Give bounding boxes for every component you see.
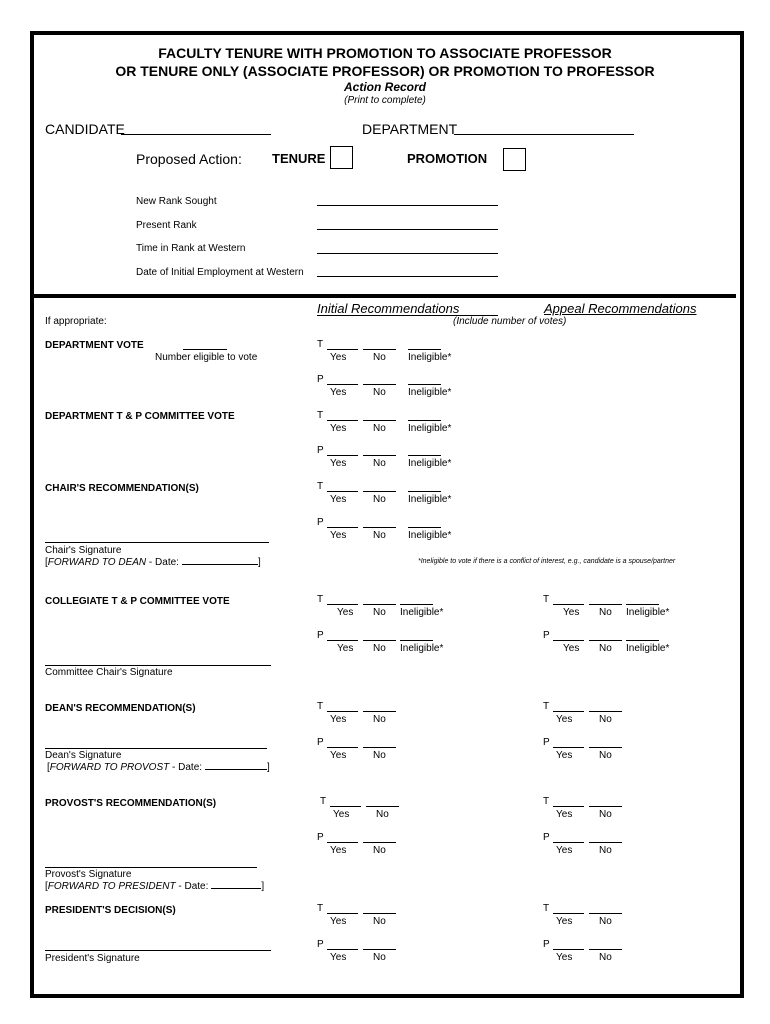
chair-p-prefix: P — [317, 517, 324, 528]
coll-appeal-t-ineligible-field[interactable] — [626, 604, 659, 605]
chair-p-ineligible-label: Ineligible* — [408, 530, 452, 541]
president-date-field[interactable] — [211, 888, 261, 889]
forward-date-label: - Date: — [178, 881, 209, 892]
coll-appeal-t-ineligible-label: Ineligible* — [626, 607, 670, 618]
bracket-close: ] — [257, 557, 261, 568]
chair-t-no-label: No — [373, 494, 386, 505]
department-vote-label: DEPARTMENT VOTE — [45, 340, 144, 351]
dept-committee-label: DEPARTMENT T & P COMMITTEE VOTE — [45, 411, 235, 422]
provost-appeal-p-yes-field[interactable] — [553, 842, 584, 843]
president-p-prefix: P — [317, 939, 324, 950]
coll-p-prefix: P — [317, 630, 324, 641]
president-appeal-p-yes-field[interactable] — [553, 949, 584, 950]
forward-to-dean — [45, 557, 261, 568]
president-appeal-t-yes-label: Yes — [556, 916, 573, 927]
present-rank-field[interactable] — [317, 229, 498, 230]
provost-p-yes-field[interactable] — [327, 842, 358, 843]
chair-signature-line[interactable] — [45, 542, 269, 543]
if-appropriate-label: If appropriate: — [45, 316, 107, 327]
promotion-checkbox[interactable] — [503, 148, 526, 171]
president-appeal-t-no-label: No — [599, 916, 612, 927]
dean-t-yes-label: Yes — [330, 714, 347, 725]
president-t-no-label: No — [373, 916, 386, 927]
deptcomm-p-no-label: No — [373, 458, 386, 469]
provost-t-yes-label: Yes — [333, 809, 350, 820]
chair-t-ineligible-label: Ineligible* — [408, 494, 452, 505]
dean-t-prefix: T — [317, 701, 324, 712]
deptcomm-t-ineligible-field[interactable] — [408, 420, 441, 421]
provost-appeal-t-yes-label: Yes — [556, 809, 573, 820]
provost-t-no-field[interactable] — [366, 806, 399, 807]
committee-chair-signature-line[interactable] — [45, 665, 271, 666]
bracket-close: ] — [267, 762, 270, 773]
provost-p-prefix: P — [317, 832, 324, 843]
forward-to-dean-text: FORWARD TO DEAN — [47, 557, 147, 568]
dept-t-ineligible-label: Ineligible* — [408, 352, 452, 363]
initial-employment-field[interactable] — [317, 276, 498, 277]
deptcomm-t-no-field[interactable] — [363, 420, 396, 421]
coll-t-ineligible-label: Ineligible* — [400, 607, 444, 618]
coll-p-no-label: No — [373, 643, 386, 654]
coll-p-no-field[interactable] — [363, 640, 396, 641]
deptcomm-p-no-field[interactable] — [363, 455, 396, 456]
include-votes-note: (Include number of votes) — [453, 316, 567, 327]
deptcomm-t-no-label: No — [373, 423, 386, 434]
candidate-field[interactable] — [121, 134, 271, 135]
dean-appeal-t-yes-field[interactable] — [553, 711, 584, 712]
chair-p-yes-label: Yes — [330, 530, 347, 541]
bracket-close: ] — [261, 881, 265, 892]
dept-t-yes-label: Yes — [330, 352, 347, 363]
deptcomm-p-yes-label: Yes — [330, 458, 347, 469]
president-appeal-p-no-label: No — [599, 952, 612, 963]
dean-appeal-t-no-label: No — [599, 714, 612, 725]
president-appeal-p-yes-label: Yes — [556, 952, 573, 963]
provost-appeal-t-no-label: No — [599, 809, 612, 820]
provost-appeal-p-prefix: P — [543, 832, 550, 843]
provost-p-no-label: No — [373, 845, 386, 856]
dean-signature-label: Dean's Signature — [45, 750, 122, 761]
president-p-no-label: No — [373, 952, 386, 963]
dept-t-prefix: T — [317, 339, 324, 350]
field-label-time-in-rank: Time in Rank at Western — [136, 243, 246, 254]
dept-p-ineligible-label: Ineligible* — [408, 387, 452, 398]
president-p-yes-field[interactable] — [327, 949, 358, 950]
president-appeal-t-prefix: T — [543, 903, 550, 914]
chair-p-ineligible-field[interactable] — [408, 527, 441, 528]
number-eligible-label: Number eligible to vote — [155, 352, 258, 363]
title-line-1: FACULTY TENURE WITH PROMOTION TO ASSOCIATE PROFESSOR — [158, 45, 612, 61]
ineligible-footnote: *Ineligible to vote if there is a conflict of interest, e.g., candidate is a spouse/partner — [418, 558, 676, 565]
chair-t-prefix: T — [317, 481, 324, 492]
chair-p-no-label: No — [373, 530, 386, 541]
dean-appeal-t-yes-label: Yes — [556, 714, 573, 725]
provost-p-yes-label: Yes — [330, 845, 347, 856]
dept-t-yes-field[interactable] — [327, 349, 358, 350]
coll-appeal-p-yes-label: Yes — [563, 643, 580, 654]
form-subtitle: Action Record — [343, 80, 426, 94]
dean-appeal-p-no-label: No — [599, 750, 612, 761]
provost-signature-label: Provost's Signature — [45, 869, 132, 880]
provost-appeal-p-yes-label: Yes — [556, 845, 573, 856]
provost-recommendation-label: PROVOST'S RECOMMENDATION(S) — [45, 798, 217, 809]
provost-appeal-t-no-field[interactable] — [589, 806, 622, 807]
dean-appeal-p-yes-field[interactable] — [553, 747, 584, 748]
new-rank-field[interactable] — [317, 205, 498, 206]
coll-appeal-t-prefix: T — [543, 594, 550, 605]
president-appeal-p-prefix: P — [543, 939, 550, 950]
deptcomm-t-ineligible-label: Ineligible* — [408, 423, 452, 434]
promotion-label: PROMOTION — [407, 151, 488, 166]
coll-p-ineligible-label: Ineligible* — [400, 643, 444, 654]
dean-p-yes-field[interactable] — [327, 747, 358, 748]
print-note: (Print to complete) — [344, 95, 426, 106]
chair-t-no-field[interactable] — [363, 491, 396, 492]
number-eligible-field[interactable] — [183, 349, 227, 350]
provost-t-no-label: No — [376, 809, 389, 820]
bracket-open: [ — [45, 881, 48, 892]
bracket-open: [ — [45, 557, 48, 568]
dept-t-no-label: No — [373, 352, 386, 363]
coll-appeal-p-no-label: No — [599, 643, 612, 654]
field-label-new-rank: New Rank Sought — [136, 196, 217, 207]
coll-t-yes-label: Yes — [337, 607, 354, 618]
chair-signature-label: Chair's Signature — [45, 545, 122, 556]
president-t-prefix: T — [317, 903, 324, 914]
chair-p-no-field[interactable] — [363, 527, 396, 528]
dept-t-ineligible-field[interactable] — [408, 349, 441, 350]
dept-p-yes-field[interactable] — [327, 384, 358, 385]
collegiate-committee-label: COLLEGIATE T & P COMMITTEE VOTE — [45, 596, 230, 607]
dean-appeal-p-yes-label: Yes — [556, 750, 573, 761]
chair-recommendation-label: CHAIR'S RECOMMENDATION(S) — [45, 483, 199, 494]
provost-appeal-p-no-label: No — [599, 845, 612, 856]
coll-p-yes-field[interactable] — [327, 640, 358, 641]
department-label: DEPARTMENT — [362, 121, 458, 137]
time-in-rank-field[interactable] — [317, 253, 498, 254]
dean-signature-line[interactable] — [45, 748, 267, 749]
appeal-recommendations-header: Appeal Recommendations — [544, 301, 697, 316]
department-field[interactable] — [454, 134, 634, 135]
coll-appeal-t-no-field[interactable] — [589, 604, 622, 605]
provost-signature-line[interactable] — [45, 867, 257, 868]
field-label-present-rank: Present Rank — [136, 220, 197, 231]
president-decision-label: PRESIDENT'S DECISION(S) — [45, 905, 176, 916]
forward-to-provost-text: FORWARD TO PROVOST — [49, 762, 170, 773]
dean-appeal-t-no-field[interactable] — [589, 711, 622, 712]
president-appeal-p-no-field[interactable] — [589, 949, 622, 950]
dean-t-no-field[interactable] — [363, 711, 396, 712]
tenure-checkbox[interactable] — [330, 146, 353, 169]
coll-appeal-p-prefix: P — [543, 630, 550, 641]
president-signature-label: President's Signature — [45, 953, 140, 964]
president-t-no-field[interactable] — [363, 913, 396, 914]
coll-p-yes-label: Yes — [337, 643, 354, 654]
initial-recommendations-header: Initial Recommendations — [317, 301, 460, 316]
coll-t-yes-field[interactable] — [327, 604, 358, 605]
coll-appeal-p-ineligible-label: Ineligible* — [626, 643, 670, 654]
coll-p-ineligible-field[interactable] — [400, 640, 433, 641]
dept-p-yes-label: Yes — [330, 387, 347, 398]
provost-p-no-field[interactable] — [363, 842, 396, 843]
forward-to-president-text: FORWARD TO PRESIDENT — [47, 881, 176, 892]
forward-to-provost — [47, 762, 270, 773]
deptcomm-t-yes-label: Yes — [330, 423, 347, 434]
dean-recommendation-label: DEAN'S RECOMMENDATION(S) — [45, 703, 196, 714]
coll-t-no-field[interactable] — [363, 604, 396, 605]
dean-date-field[interactable] — [182, 564, 258, 565]
bracket-open: [ — [47, 762, 50, 773]
dean-p-no-field[interactable] — [363, 747, 396, 748]
coll-appeal-p-yes-field[interactable] — [553, 640, 584, 641]
dept-t-no-field[interactable] — [363, 349, 396, 350]
dean-p-prefix: P — [317, 737, 324, 748]
dean-p-no-label: No — [373, 750, 386, 761]
dean-t-yes-field[interactable] — [327, 711, 358, 712]
coll-t-ineligible-field[interactable] — [400, 604, 433, 605]
field-label-initial-employment: Date of Initial Employment at Western — [136, 267, 304, 278]
provost-appeal-p-no-field[interactable] — [589, 842, 622, 843]
dean-appeal-t-prefix: T — [543, 701, 550, 712]
deptcomm-p-prefix: P — [317, 445, 324, 456]
candidate-label: CANDIDATE — [45, 121, 125, 137]
tenure-label: TENURE — [272, 151, 326, 166]
form-border — [30, 31, 744, 998]
chair-t-yes-field[interactable] — [327, 491, 358, 492]
forward-date-label: - Date: — [172, 762, 203, 773]
forward-to-president — [45, 881, 264, 892]
deptcomm-t-yes-field[interactable] — [327, 420, 358, 421]
title-line-2: OR TENURE ONLY (ASSOCIATE PROFESSOR) OR PROMOTION TO PROFESSOR — [115, 63, 655, 79]
provost-t-prefix: T — [320, 796, 327, 807]
coll-appeal-p-ineligible-field[interactable] — [626, 640, 659, 641]
dean-t-no-label: No — [373, 714, 386, 725]
dean-appeal-p-no-field[interactable] — [589, 747, 622, 748]
chair-p-yes-field[interactable] — [327, 527, 358, 528]
provost-appeal-t-prefix: T — [543, 796, 550, 807]
provost-date-field[interactable] — [205, 769, 267, 770]
committee-chair-signature-label: Committee Chair's Signature — [45, 667, 173, 678]
provost-t-yes-field[interactable] — [330, 806, 361, 807]
president-t-yes-field[interactable] — [327, 913, 358, 914]
president-signature-line[interactable] — [45, 950, 271, 951]
proposed-action-label: Proposed Action: — [136, 151, 242, 167]
provost-appeal-t-yes-field[interactable] — [553, 806, 584, 807]
dean-p-yes-label: Yes — [330, 750, 347, 761]
deptcomm-p-yes-field[interactable] — [327, 455, 358, 456]
coll-t-no-label: No — [373, 607, 386, 618]
president-appeal-t-yes-field[interactable] — [553, 913, 584, 914]
coll-appeal-p-no-field[interactable] — [589, 640, 622, 641]
coll-appeal-t-no-label: No — [599, 607, 612, 618]
president-t-yes-label: Yes — [330, 916, 347, 927]
coll-appeal-t-yes-label: Yes — [563, 607, 580, 618]
president-p-no-field[interactable] — [363, 949, 396, 950]
dept-p-no-field[interactable] — [363, 384, 396, 385]
chair-t-yes-label: Yes — [330, 494, 347, 505]
deptcomm-t-prefix: T — [317, 410, 324, 421]
president-p-yes-label: Yes — [330, 952, 347, 963]
president-appeal-t-no-field[interactable] — [589, 913, 622, 914]
chair-t-ineligible-field[interactable] — [408, 491, 441, 492]
coll-t-prefix: T — [317, 594, 324, 605]
section-divider — [34, 294, 736, 298]
forward-date-label: - Date: — [148, 557, 179, 568]
deptcomm-p-ineligible-field[interactable] — [408, 455, 441, 456]
coll-appeal-t-yes-field[interactable] — [553, 604, 584, 605]
dept-p-ineligible-field[interactable] — [408, 384, 441, 385]
dean-appeal-p-prefix: P — [543, 737, 550, 748]
dept-p-no-label: No — [373, 387, 386, 398]
deptcomm-p-ineligible-label: Ineligible* — [408, 458, 452, 469]
dept-p-prefix: P — [317, 374, 324, 385]
